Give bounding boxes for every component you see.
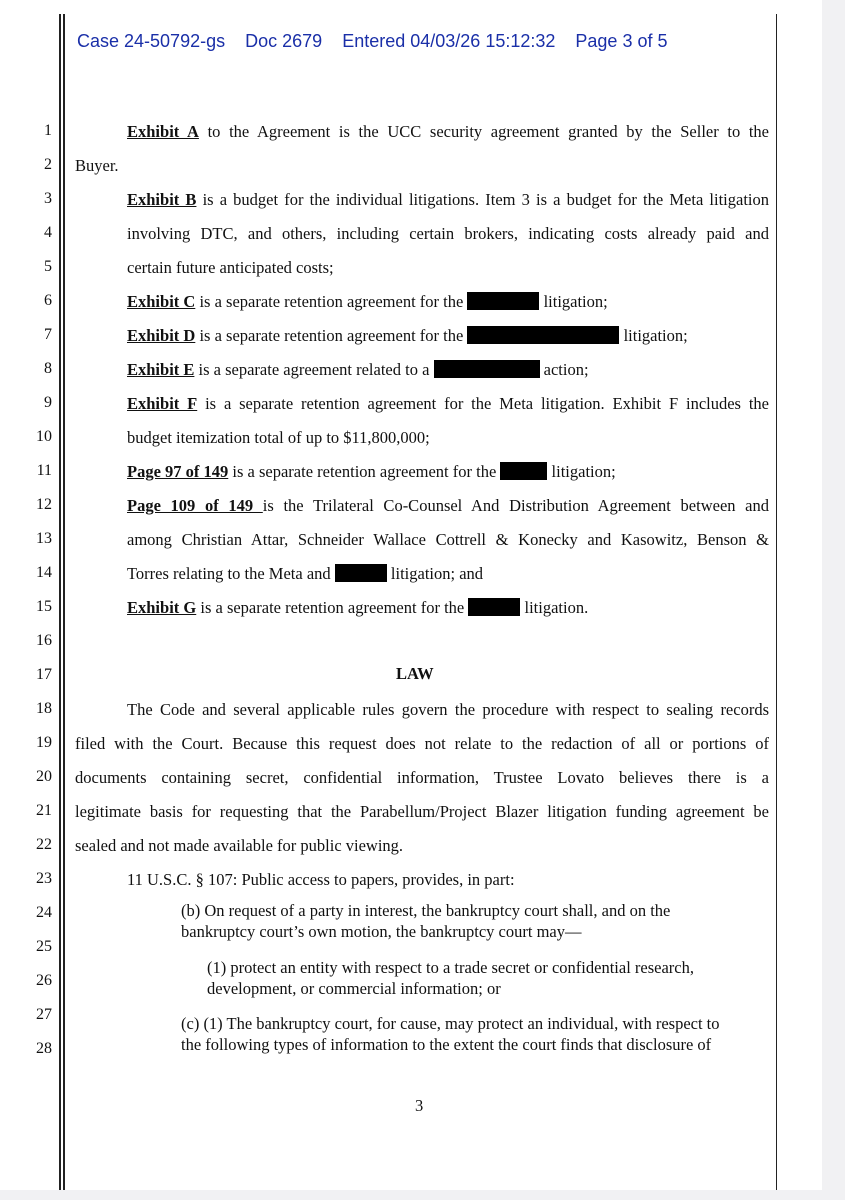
statute-intro: 11 U.S.C. § 107: Public access to papers, provides, in part: <box>127 870 515 889</box>
law-paragraph-line: The Code and several applicable rules govern the procedure with respect to sealing records <box>127 700 769 719</box>
exhibit-d-text: is a separate retention agreement for the <box>195 326 468 345</box>
law-paragraph-line: sealed and not made available for public viewing. <box>75 836 404 855</box>
entered-date: Entered 04/03/26 15:12:32 <box>342 31 556 51</box>
law-paragraph-line: filed with the Court. Because this request does not relate to the redaction of all or portions of <box>75 734 769 753</box>
exhibit-e-text: is a separate agreement related to a <box>194 360 434 379</box>
line-number: 8 <box>44 360 52 377</box>
line-number: 19 <box>36 734 52 751</box>
left-margin-rule-inner <box>63 14 65 1190</box>
line-number: 14 <box>36 564 52 581</box>
exhibit-e-label: Exhibit E <box>127 360 195 379</box>
page-109-label: Page 109 of 149 <box>127 496 263 515</box>
exhibit-e-suffix: action; <box>539 360 589 379</box>
exhibit-c-suffix: litigation; <box>539 292 608 311</box>
page-97-label: Page 97 of 149 <box>127 462 229 481</box>
statute-quote-b1: development, or commercial information; or <box>207 979 501 998</box>
exhibit-a-label: Exhibit A <box>127 122 199 141</box>
page-97-text: is a separate retention agreement for the <box>228 462 501 481</box>
line-number: 13 <box>36 530 52 547</box>
exhibit-b-line <box>127 190 769 214</box>
redaction-block <box>500 462 547 480</box>
law-paragraph-line: documents containing secret, confidential information, Trustee Lovato believes there is a <box>75 768 769 787</box>
redaction-block <box>468 598 520 616</box>
exhibit-f-text: is a separate retention agreement for the Meta litigation. Exhibit F includes the <box>197 394 769 413</box>
page-number: 3 <box>415 1096 424 1115</box>
line-number: 26 <box>36 972 52 989</box>
page-indicator: Page 3 of 5 <box>575 31 668 51</box>
exhibit-f-label: Exhibit F <box>127 394 198 413</box>
exhibit-d-suffix: litigation; <box>619 326 688 345</box>
exhibit-f-line <box>127 394 769 418</box>
line-number: 27 <box>36 1006 52 1023</box>
exhibit-c-text: is a separate retention agreement for the <box>195 292 468 311</box>
exhibit-b-label: Exhibit B <box>127 190 197 209</box>
exhibit-g-label: Exhibit G <box>127 598 197 617</box>
exhibit-b-continuation-2: certain future anticipated costs; <box>127 258 334 277</box>
line-number: 3 <box>44 190 52 207</box>
line-number: 5 <box>44 258 52 275</box>
redaction-block <box>467 292 539 310</box>
statute-quote-b: (b) On request of a party in interest, the bankruptcy court shall, and on the <box>181 901 671 920</box>
page-97-suffix: litigation; <box>547 462 616 481</box>
line-number: 23 <box>36 870 52 887</box>
page-109-continuation-2 <box>127 564 483 584</box>
line-number: 16 <box>36 632 52 649</box>
line-number: 24 <box>36 904 52 921</box>
law-paragraph-line: legitimate basis for requesting that the Parabellum/Project Blazer litigation funding agreement be <box>75 802 769 821</box>
case-number: Case 24-50792-gs <box>77 31 226 51</box>
line-number: 10 <box>36 428 52 445</box>
redaction-block <box>335 564 387 582</box>
line-number: 28 <box>36 1040 52 1057</box>
statute-quote-b1: (1) protect an entity with respect to a trade secret or confidential research, <box>207 958 694 977</box>
line-number: 20 <box>36 768 52 785</box>
line-number: 12 <box>36 496 52 513</box>
line-number: 18 <box>36 700 52 717</box>
exhibit-a-continuation: Buyer. <box>75 156 119 175</box>
statute-quote-b: bankruptcy court’s own motion, the bankruptcy court may— <box>181 922 582 941</box>
line-number: 1 <box>44 122 52 139</box>
exhibit-d-line <box>127 326 688 346</box>
redaction-block <box>467 326 619 344</box>
page-109-line <box>127 496 769 520</box>
doc-number: Doc 2679 <box>245 31 323 51</box>
left-margin-rule <box>59 14 61 1190</box>
exhibit-c-label: Exhibit C <box>127 292 196 311</box>
exhibit-d-label: Exhibit D <box>127 326 196 345</box>
exhibit-a-line <box>127 122 769 146</box>
line-number: 6 <box>44 292 52 309</box>
page-109-text-2: Torres relating to the Meta and <box>127 564 335 583</box>
page-97-line <box>127 462 616 482</box>
line-number: 22 <box>36 836 52 853</box>
line-number: 2 <box>44 156 52 173</box>
exhibit-a-text: to the Agreement is the UCC security agreement granted by the Seller to the <box>198 122 769 141</box>
line-number: 7 <box>44 326 52 343</box>
exhibit-g-text: is a separate retention agreement for the <box>196 598 469 617</box>
exhibit-c-line <box>127 292 608 312</box>
page-109-text: is the Trilateral Co-Counsel And Distribution Agreement between and <box>262 496 769 515</box>
page-109-continuation-1: among Christian Attar, Schneider Wallace Cottrell & Konecky and Kasowitz, Benson & <box>127 530 769 549</box>
exhibit-b-text: is a budget for the individual litigations. Item 3 is a budget for the Meta litigation <box>196 190 769 209</box>
right-margin-rule <box>776 14 777 1190</box>
case-header <box>77 31 682 52</box>
exhibit-b-continuation-1: involving DTC, and others, including certain brokers, indicating costs already paid and <box>127 224 769 243</box>
redaction-block <box>434 360 540 378</box>
exhibit-f-continuation: budget itemization total of up to $11,800,000; <box>127 428 430 447</box>
line-number: 15 <box>36 598 52 615</box>
line-number: 17 <box>36 666 52 683</box>
line-number: 11 <box>36 462 52 479</box>
line-number: 9 <box>44 394 52 411</box>
line-number: 21 <box>36 802 52 819</box>
line-number: 4 <box>44 224 52 241</box>
statute-quote-c: (c) (1) The bankruptcy court, for cause, may protect an individual, with respect to <box>181 1014 720 1033</box>
exhibit-g-suffix: litigation. <box>520 598 589 617</box>
page-109-suffix: litigation; and <box>386 564 484 583</box>
section-heading-law: LAW <box>396 664 434 683</box>
exhibit-g-line <box>127 598 588 618</box>
exhibit-e-line <box>127 360 589 380</box>
statute-quote-c: the following types of information to the extent the court finds that disclosure of <box>181 1035 712 1054</box>
line-number: 25 <box>36 938 52 955</box>
